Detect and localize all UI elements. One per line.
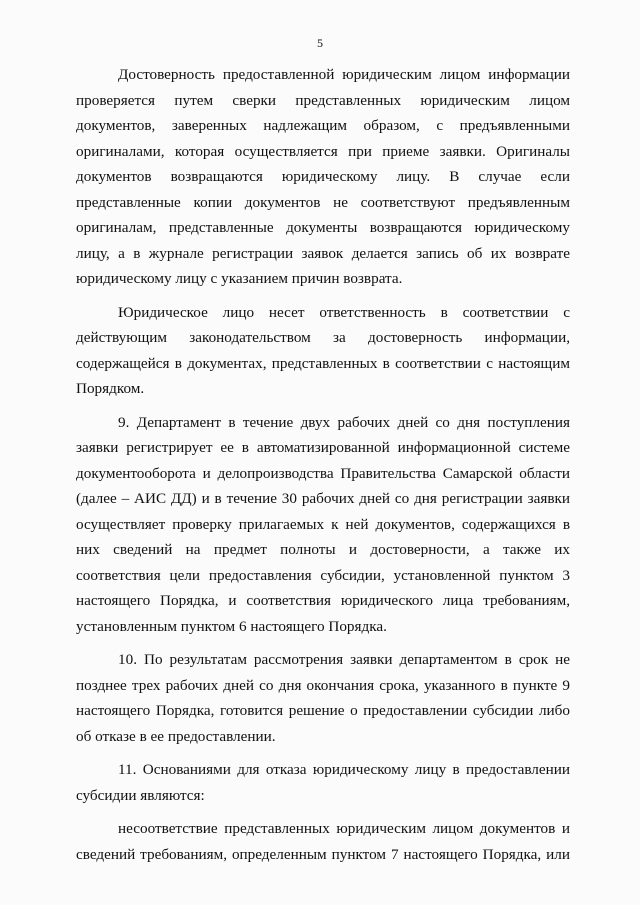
text-line: осуществляет проверку прилагаемых к ней документов, содержащихся в — [76, 515, 570, 533]
paragraph-item-10 — [76, 647, 570, 749]
paragraph-item-11 — [76, 757, 570, 808]
text-line: соответствия цели предоставления субсидии, установленной пунктом 3 — [76, 566, 570, 584]
text-line: лицу, а в журнале регистрации заявок делается запись об их возврате — [76, 244, 570, 262]
text-line: Порядком. — [76, 380, 145, 397]
text-line: настоящего Порядка, и соответствия юридического лица требованиям, — [76, 592, 570, 609]
text-line: юридическому лицу с указанием причин возврата. — [76, 270, 403, 287]
text-line: 9. Департамент в течение двух рабочих дней со дня поступления — [118, 413, 570, 431]
text-line: действующим законодательством за достоверность информации, — [76, 329, 570, 346]
text-line: документооборота и делопроизводства Правительства Самарской области — [76, 464, 570, 482]
text-line: проверяется путем сверки представленных юридическим лицом — [76, 91, 570, 109]
text-line: представленные копии документов не соответствуют предъявленным — [76, 193, 570, 211]
text-line: несоответствие представленных юридическим лицом документов и — [118, 820, 570, 837]
text-line: оригиналами, которая осуществляется при приеме заявки. Оригиналы — [76, 142, 570, 160]
text-line: установленным пунктом 6 настоящего Порядка. — [76, 617, 387, 635]
text-line: Достоверность предоставленной юридическим лицом информации — [118, 66, 570, 83]
text-line: субсидии являются: — [76, 786, 205, 804]
page-number: 5 — [317, 36, 323, 50]
text-line: 10. По результатам рассмотрения заявки департаментом в срок не — [118, 651, 570, 668]
text-line: Юридическое лицо несет ответственность в соответствии с — [118, 303, 570, 321]
text-line: заявки регистрирует ее в автоматизированной информационной системе — [76, 439, 570, 456]
text-line: (далее – АИС ДД) и в течение 30 рабочих дней со дня регистрации заявки — [76, 490, 570, 507]
text-line: документов возвращаются юридическому лицу. В случае если — [76, 168, 570, 185]
text-line: оригиналам, представленные документы возвращаются юридическому — [76, 219, 570, 236]
text-line: содержащейся в документах, представленных в соответствии с настоящим — [76, 354, 570, 372]
paragraph-responsibility — [76, 300, 570, 402]
text-line: об отказе в ее предоставлении. — [76, 727, 276, 745]
paragraph-grounds — [76, 816, 570, 867]
document-body — [76, 62, 570, 867]
text-line: настоящего Порядка, готовится решение о предоставлении субсидии либо — [76, 702, 570, 719]
text-line: них сведений на предмет полноты и достоверности, а также их — [76, 541, 570, 558]
text-line: сведений требованиям, определенным пунктом 7 настоящего Порядка, или — [76, 845, 570, 863]
paragraph-verification — [76, 62, 570, 292]
text-line: позднее трех рабочих дней со дня окончания срока, указанного в пункте 9 — [76, 676, 570, 694]
text-line: 11. Основаниями для отказа юридическому лицу в предоставлении — [118, 761, 570, 778]
paragraph-item-9 — [76, 410, 570, 640]
text-line: документов, заверенных надлежащим образом, с предъявленными — [76, 117, 570, 134]
